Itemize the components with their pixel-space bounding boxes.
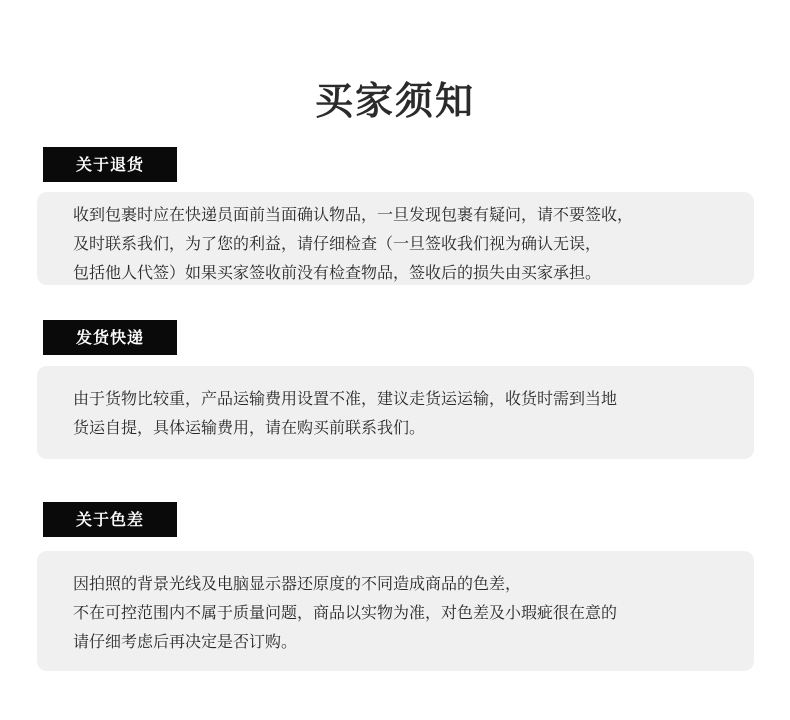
- text-line: 不在可控范围内不属于质量问题，商品以实物为准，对色差及小瑕疵很在意的: [73, 603, 618, 622]
- page-title: 买家须知: [314, 79, 475, 123]
- text-line: 包括他人代签）如果买家签收前没有检查物品，签收后的损失由买家承担。: [73, 263, 602, 282]
- text-line: 请仔细考虑后再决定是否订购。: [73, 632, 298, 651]
- text-line: 及时联系我们，为了您的利益，请仔细检查（一旦签收我们视为确认无误，: [73, 234, 602, 253]
- section-heading-color-difference: 关于色差: [43, 502, 177, 537]
- section-body-returns: [37, 192, 754, 285]
- section-body-shipping: [37, 366, 754, 459]
- text-line: 由于货物比较重，产品运输费用设置不准，建议走货运运输，收货时需到当地: [73, 389, 618, 408]
- text-line: 收到包裹时应在快递员面前当面确认物品，一旦发现包裹有疑问，请不要签收，: [73, 205, 634, 224]
- section-heading-returns: 关于退货: [43, 147, 177, 182]
- section-body-color-difference: [37, 551, 754, 671]
- text-line: 货运自提，具体运输费用，请在购买前联系我们。: [73, 418, 426, 437]
- text-line: 因拍照的背景光线及电脑显示器还原度的不同造成商品的色差，: [73, 574, 522, 593]
- section-heading-shipping: 发货快递: [43, 320, 177, 355]
